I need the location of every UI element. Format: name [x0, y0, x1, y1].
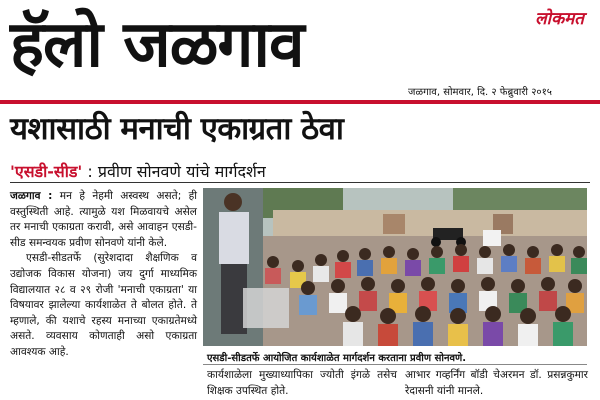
- subhead-divider: [10, 182, 590, 183]
- workshop-photo-illustration: [203, 188, 587, 346]
- article-column-3: आभार गव्हर्निंग बॉडी चेअरमन डॉ. प्रसन्नकुमार रेदासनी यांनी मानले.: [405, 369, 588, 397]
- newspaper-logo: लोकमत: [535, 9, 584, 29]
- caption-divider: [203, 364, 587, 365]
- masthead-divider: [0, 100, 600, 104]
- dateline: जळगाव, सोमवार, दि. २ फेब्रुवारी २०१५: [408, 87, 552, 98]
- subhead-separator: :: [82, 162, 98, 181]
- article-column-2: कार्यशाळेला मुख्याध्यापिका ज्योती इंगळे तसेच शिक्षक उपस्थित होते.: [207, 369, 397, 397]
- article-paragraph-1: [10, 189, 197, 251]
- photo-caption: एसडी-सीडतर्फे आयोजित कार्यशाळेत मार्गदर्शन करताना प्रवीण सोनवणे.: [207, 353, 467, 364]
- headline: यशासाठी मनाची एकाग्रता ठेवा: [10, 111, 344, 147]
- article-paragraph-2: एसडी-सीडतर्फे (सुरेशदादा शैक्षणिक व उद्योजक विकास योजना) जय दुर्गा माध्यमिक विद्यालयात २८ व २९ रोजी 'मनाची एकाग्रता' या विषयावर झालेल्या कार्यशाळेत ते बोलत होते. ते म्हणाले, की यशाचे रहस्य मनाच्या एकाग्रतेमध्ये असते. व्यवसाय कोणताही असो एकाग्रता आवश्यक आहे.: [10, 252, 197, 358]
- article-para1-text: मन हे नेहमी अस्वस्थ असते; ही वस्तुस्थिती आहे. त्यामुळे यश मिळवायचे असेल तर मनाची एकाग्रता करावी, असे आवाहन एसडी-सीड समन्वयक प्रवीण सोनवणे यांनी केले.: [10, 190, 197, 249]
- article-photo: [203, 188, 587, 346]
- subheadline: [10, 160, 266, 182]
- article-lead: जळगाव :: [10, 190, 53, 202]
- masthead-title: हॅलो जळगाव: [10, 8, 304, 82]
- masthead: [0, 0, 600, 104]
- article-column-1: [10, 189, 197, 361]
- subhead-tag: 'एसडी-सीड': [10, 162, 83, 181]
- subhead-text: प्रवीण सोनवणे यांचे मार्गदर्शन: [97, 162, 266, 181]
